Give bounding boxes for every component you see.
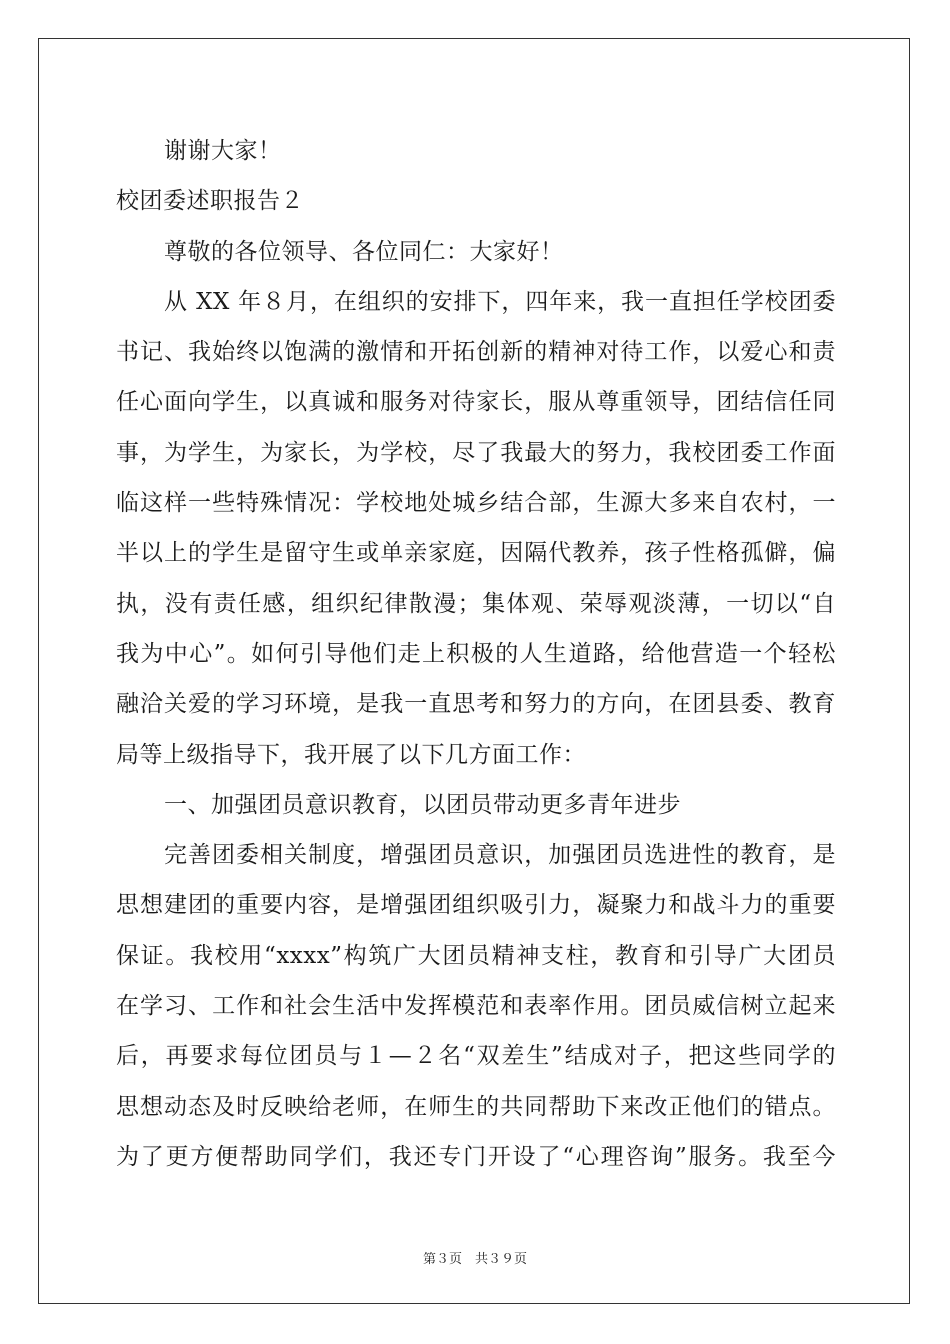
text-line: 后，再要求每位团员与１—２名“双差生”结成对子，把这些同学的 xyxy=(116,1043,836,1070)
text-line: 尊敬的各位领导、各位同仁：大家好！ xyxy=(164,238,564,265)
text-line: 任心面向学生，以真诚和服务对待家长，服从尊重领导，团结信任同 xyxy=(116,389,836,416)
text-line: 半以上的学生是留守生或单亲家庭，因隔代教养，孩子性格孤僻，偏 xyxy=(116,540,836,567)
text-line: 思想建团的重要内容，是增强团组织吸引力，凝聚力和战斗力的重要 xyxy=(116,892,836,919)
text-line: 从 XX 年８月，在组织的安排下，四年来，我一直担任学校团委 xyxy=(164,288,836,315)
text-line: 在学习、工作和社会生活中发挥模范和表率作用。团员威信树立起来 xyxy=(116,993,836,1020)
text-line: 为了更方便帮助同学们，我还专门开设了“心理咨询”服务。我至今 xyxy=(116,1143,836,1170)
text-line: 完善团委相关制度，增强团员意识，加强团员选进性的教育，是 xyxy=(164,842,836,869)
text-line: 我为中心”。如何引导他们走上积极的人生道路，给他营造一个轻松 xyxy=(116,640,836,667)
text-line: 书记、我始终以饱满的激情和开拓创新的精神对待工作，以爱心和责 xyxy=(116,339,836,366)
text-line: 执，没有责任感，组织纪律散漫；集体观、荣辱观淡薄，一切以“自 xyxy=(116,590,836,617)
text-line: 融洽关爱的学习环境，是我一直思考和努力的方向，在团县委、教育 xyxy=(116,691,836,718)
text-line: 保证。我校用“xxxx”构筑广大团员精神支柱，教育和引导广大团员 xyxy=(116,942,836,969)
text-line: 一、加强团员意识教育，以团员带动更多青年进步 xyxy=(164,791,681,818)
text-line: 局等上级指导下，我开展了以下几方面工作： xyxy=(116,741,586,768)
text-line: 校团委述职报告２ xyxy=(116,188,304,215)
page-number-footer: 第３页 共３９页 xyxy=(422,1252,527,1267)
text-line: 思想动态及时反映给老师，在师生的共同帮助下来改正他们的错点。 xyxy=(116,1093,836,1120)
text-line: 临这样一些特殊情况：学校地处城乡结合部，生源大多来自农村，一 xyxy=(116,490,836,517)
text-line: 事，为学生，为家长，为学校，尽了我最大的努力，我校团委工作面 xyxy=(116,439,836,466)
document-body xyxy=(116,126,836,1182)
text-line: 谢谢大家！ xyxy=(164,138,282,164)
